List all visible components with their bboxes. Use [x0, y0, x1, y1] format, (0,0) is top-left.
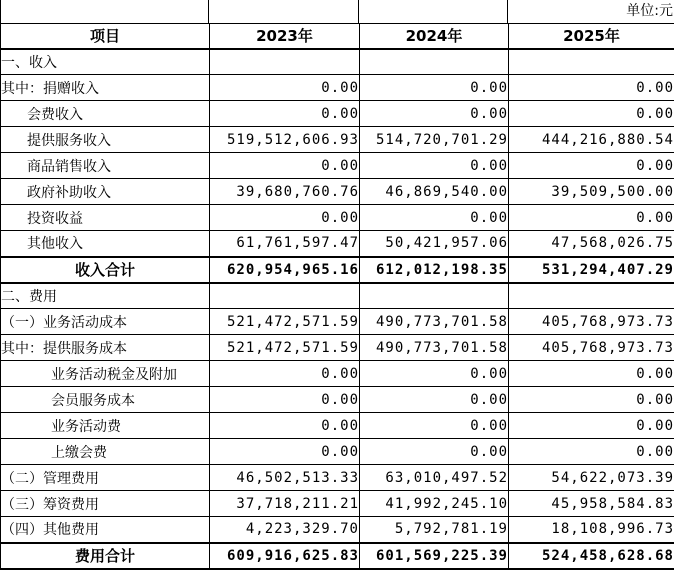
financial-statement-table [0, 23, 674, 570]
value-cell: 620,954,965.16 [210, 257, 360, 283]
table-row [1, 283, 674, 309]
value-cell: 50,421,957.06 [360, 231, 509, 257]
table-row [1, 153, 674, 179]
value-cell: 0.00 [360, 75, 509, 101]
row-label: （四）其他费用 [1, 517, 210, 543]
value-cell: 45,958,584.83 [509, 491, 674, 517]
value-cell [509, 283, 674, 309]
row-label: 业务活动税金及附加 [1, 361, 210, 387]
value-cell: 490,773,701.58 [360, 335, 509, 361]
value-cell: 0.00 [509, 439, 674, 465]
value-cell: 0.00 [210, 75, 360, 101]
value-cell: 46,869,540.00 [360, 179, 509, 205]
table-row [1, 465, 674, 491]
value-cell [210, 283, 360, 309]
value-cell: 18,108,996.73 [509, 517, 674, 543]
table-row [1, 101, 674, 127]
value-cell: 39,680,760.76 [210, 179, 360, 205]
value-cell: 47,568,026.75 [509, 231, 674, 257]
table-row [1, 387, 674, 413]
value-cell: 521,472,571.59 [210, 335, 360, 361]
column-header-2024: 2024年 [360, 24, 509, 49]
value-cell: 0.00 [509, 387, 674, 413]
value-cell [210, 49, 360, 75]
above-table-gridline-row [0, 0, 674, 23]
table-row [1, 361, 674, 387]
row-label: 商品销售收入 [1, 153, 210, 179]
value-cell: 405,768,973.73 [509, 335, 674, 361]
value-cell: 0.00 [509, 413, 674, 439]
value-cell: 0.00 [509, 205, 674, 231]
value-cell [360, 283, 509, 309]
row-label: 其中：提供服务成本 [1, 335, 210, 361]
value-cell: 524,458,628.68 [509, 543, 674, 569]
row-label: （一）业务活动成本 [1, 309, 210, 335]
value-cell: 5,792,781.19 [360, 517, 509, 543]
value-cell: 54,622,073.39 [509, 465, 674, 491]
value-cell: 490,773,701.58 [360, 309, 509, 335]
row-label: （三）筹资费用 [1, 491, 210, 517]
value-cell: 4,223,329.70 [210, 517, 360, 543]
row-label: （二）管理费用 [1, 465, 210, 491]
value-cell [509, 49, 674, 75]
value-cell: 444,216,880.54 [509, 127, 674, 153]
table-row [1, 335, 674, 361]
row-label: 政府补助收入 [1, 179, 210, 205]
table-row [1, 49, 674, 75]
value-cell: 37,718,211.21 [210, 491, 360, 517]
value-cell: 521,472,571.59 [210, 309, 360, 335]
value-cell: 405,768,973.73 [509, 309, 674, 335]
table-row [1, 309, 674, 335]
value-cell: 612,012,198.35 [360, 257, 509, 283]
value-cell [360, 49, 509, 75]
row-label: 费用合计 [1, 543, 210, 569]
value-cell: 0.00 [210, 361, 360, 387]
table-row [1, 257, 674, 283]
value-cell: 519,512,606.93 [210, 127, 360, 153]
table-row [1, 179, 674, 205]
row-label: 收入合计 [1, 257, 210, 283]
value-cell: 61,761,597.47 [210, 231, 360, 257]
table-row [1, 413, 674, 439]
table-row [1, 127, 674, 153]
value-cell: 514,720,701.29 [360, 127, 509, 153]
value-cell: 0.00 [360, 387, 509, 413]
gridline-stub-col-2023 [209, 0, 359, 23]
value-cell: 601,569,225.39 [360, 543, 509, 569]
value-cell: 0.00 [210, 205, 360, 231]
value-cell: 0.00 [210, 153, 360, 179]
row-label: 其中：捐赠收入 [1, 75, 210, 101]
table-row [1, 75, 674, 101]
unit-label: 单位:元 [508, 0, 674, 23]
column-header-2023: 2023年 [210, 24, 360, 49]
table-row [1, 517, 674, 543]
value-cell: 46,502,513.33 [210, 465, 360, 491]
value-cell: 531,294,407.29 [509, 257, 674, 283]
table-row [1, 439, 674, 465]
row-label: 提供服务收入 [1, 127, 210, 153]
value-cell: 0.00 [210, 387, 360, 413]
row-label: 会费收入 [1, 101, 210, 127]
row-label: 其他收入 [1, 231, 210, 257]
table-row [1, 543, 674, 569]
gridline-stub-col-2024 [359, 0, 508, 23]
value-cell: 0.00 [360, 153, 509, 179]
row-label: 上缴会费 [1, 439, 210, 465]
table-row [1, 491, 674, 517]
row-label: 会员服务成本 [1, 387, 210, 413]
value-cell: 0.00 [509, 361, 674, 387]
row-label: 二、费用 [1, 283, 210, 309]
row-label: 一、收入 [1, 49, 210, 75]
table-row [1, 205, 674, 231]
column-header-item: 项目 [1, 24, 210, 49]
value-cell: 41,992,245.10 [360, 491, 509, 517]
value-cell: 63,010,497.52 [360, 465, 509, 491]
table-header-row [1, 24, 674, 49]
value-cell: 0.00 [360, 413, 509, 439]
value-cell: 0.00 [509, 75, 674, 101]
table-row [1, 231, 674, 257]
value-cell: 0.00 [509, 153, 674, 179]
row-label: 业务活动费 [1, 413, 210, 439]
column-header-2025: 2025年 [509, 24, 674, 49]
value-cell: 0.00 [360, 361, 509, 387]
value-cell: 0.00 [360, 439, 509, 465]
value-cell: 609,916,625.83 [210, 543, 360, 569]
value-cell: 0.00 [210, 101, 360, 127]
value-cell: 0.00 [210, 413, 360, 439]
value-cell: 0.00 [360, 101, 509, 127]
row-label: 投资收益 [1, 205, 210, 231]
gridline-stub-col-item [0, 0, 209, 23]
value-cell: 0.00 [509, 101, 674, 127]
value-cell: 0.00 [360, 205, 509, 231]
value-cell: 39,509,500.00 [509, 179, 674, 205]
value-cell: 0.00 [210, 439, 360, 465]
